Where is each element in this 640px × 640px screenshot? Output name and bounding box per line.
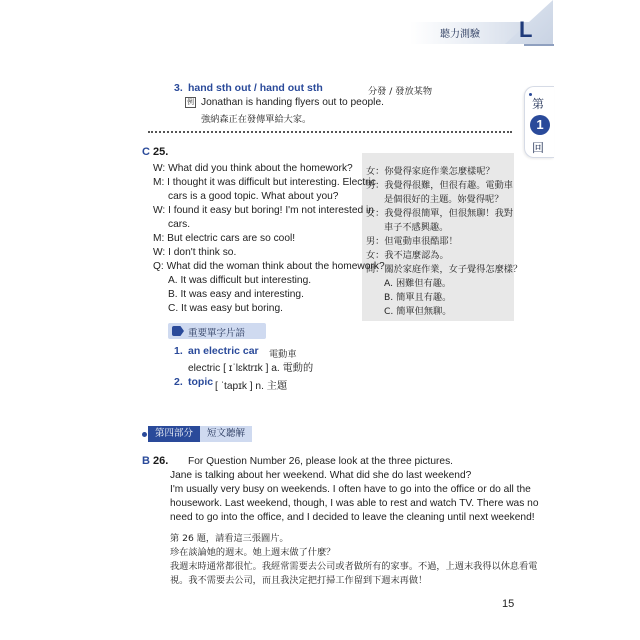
- q25-line-en: cars is a good topic. What about you?: [168, 191, 339, 202]
- q26-line-zh: 我週末時通常都很忙。我經常需要去公司或者做所有的家事。不過，上週末我得以休息看電: [170, 561, 538, 572]
- q25-line-en: M: I thought it was difficult but interesting. Electric: [153, 177, 376, 188]
- part4-subtitle: 短文聽解: [200, 426, 252, 442]
- q25-option-a-zh: A. 困難但有趣。: [384, 278, 452, 289]
- q25-line-en: W: What did you think about the homework?: [153, 163, 353, 174]
- side-tab-top: 第: [532, 97, 545, 111]
- q26-line-en: For Question Number 26, please look at the three pictures.: [188, 456, 454, 467]
- vocab-top-meaning: 分發 / 發放某物: [368, 86, 433, 97]
- q25-line-en: cars.: [168, 219, 191, 230]
- q26-line-en: housework. Last weekend, though, I was able to rest and watch TV. There was no: [170, 498, 539, 509]
- vocab-item-phrase: topic: [188, 376, 214, 388]
- part4-label: 第四部分: [148, 426, 200, 442]
- q25-option-b: B. It was easy and interesting.: [168, 289, 304, 300]
- vocab-item-phrase: an electric car: [188, 345, 259, 357]
- q25-line-zh: 女：我不這麼認為。: [366, 250, 449, 261]
- vocab-section-header: [168, 323, 266, 339]
- vocab-top-example-en: Jonathan is handing flyers out to people.: [201, 97, 384, 108]
- header-underline: [524, 44, 554, 46]
- vocab-section-title: 重要單字片語: [188, 328, 246, 339]
- q25-option-c-zh: C. 簡單但無聊。: [384, 306, 452, 317]
- q25-line-zh: 問：關於家庭作業，女子覺得怎麼樣？: [366, 264, 523, 275]
- vocab-top-example-zh: 強納森正在發傳單給大家。: [201, 114, 312, 125]
- vocab-top-number: 3.: [174, 82, 183, 94]
- side-tab: [524, 86, 554, 158]
- side-tab-number: 1: [530, 115, 550, 135]
- q25-option-c: C. It was easy but boring.: [168, 303, 283, 314]
- q25-line-zh: 車子不感興趣。: [384, 222, 449, 233]
- vocab-top-phrase: hand sth out / hand out sth: [188, 82, 323, 94]
- page-number: 15: [502, 598, 515, 610]
- q25-option-b-zh: B. 簡單且有趣。: [384, 292, 452, 303]
- q25-line-en: M: But electric cars are so cool!: [153, 233, 296, 244]
- section-divider: [148, 131, 512, 133]
- part-bullet: [142, 432, 147, 437]
- q25-line-en: W: I don't think so.: [153, 247, 237, 258]
- vocab-item-number: 1.: [174, 345, 183, 357]
- q26-line-en: Jane is talking about her weekend. What did she do last weekend?: [170, 470, 472, 481]
- side-tab-bottom: 回: [532, 141, 545, 155]
- q25-line-zh: 女：我覺得很簡單，但很無聊！我對: [366, 208, 513, 219]
- q25-option-a: A. It was difficult but interesting.: [168, 275, 312, 286]
- q25-line-en: W: I found it easy but boring! I'm not interested in: [153, 205, 374, 216]
- vocab-item-sub: electric [ ɪˈlɛktrɪk ] a. 電動的: [188, 363, 314, 374]
- q26-line-en: I'm usually very busy on weekends. I often have to go into the office or do all the: [170, 484, 531, 495]
- header-section-title: 聽力測驗: [440, 29, 480, 40]
- q26-label: [142, 455, 168, 467]
- part4-header: [148, 426, 252, 442]
- tag-icon: [172, 326, 184, 336]
- q26-answer: B: [142, 455, 150, 467]
- q26-line-zh: 第 26 題，請看這三張圖片。: [170, 533, 289, 544]
- q26-line-en: need to go into the office, and I decided to leave the cleaning until next weekend!: [170, 512, 535, 523]
- q26-number: 26.: [153, 455, 169, 467]
- q25-line-zh: 女：你覺得家庭作業怎麼樣呢？: [366, 166, 495, 177]
- q25-label: [142, 146, 168, 158]
- q25-line-zh: 是個很好的主題。妳覺得呢？: [384, 194, 504, 205]
- q25-answer: C: [142, 146, 150, 158]
- example-icon: 例: [187, 98, 194, 106]
- vocab-item-number: 2.: [174, 376, 183, 388]
- q25-line-zh: 男：我覺得很難，但很有趣。電動車: [366, 180, 513, 191]
- q25-line-en: Q: What did the woman think about the homework?: [153, 261, 385, 272]
- vocab-item-meaning: 電動車: [269, 349, 297, 360]
- header-letter: L: [519, 17, 533, 42]
- q25-line-zh: 男：但電動車很酷耶！: [366, 236, 458, 247]
- q26-line-zh: 珍在談論她的週末。她上週末做了什麼？: [170, 547, 336, 558]
- q25-number: 25.: [153, 146, 169, 158]
- q26-line-zh: 視。我不需要去公司，而且我決定把打掃工作留到下週末再做！: [170, 575, 428, 586]
- vocab-item-pron: [ ˈtapɪk ] n. 主題: [215, 381, 288, 392]
